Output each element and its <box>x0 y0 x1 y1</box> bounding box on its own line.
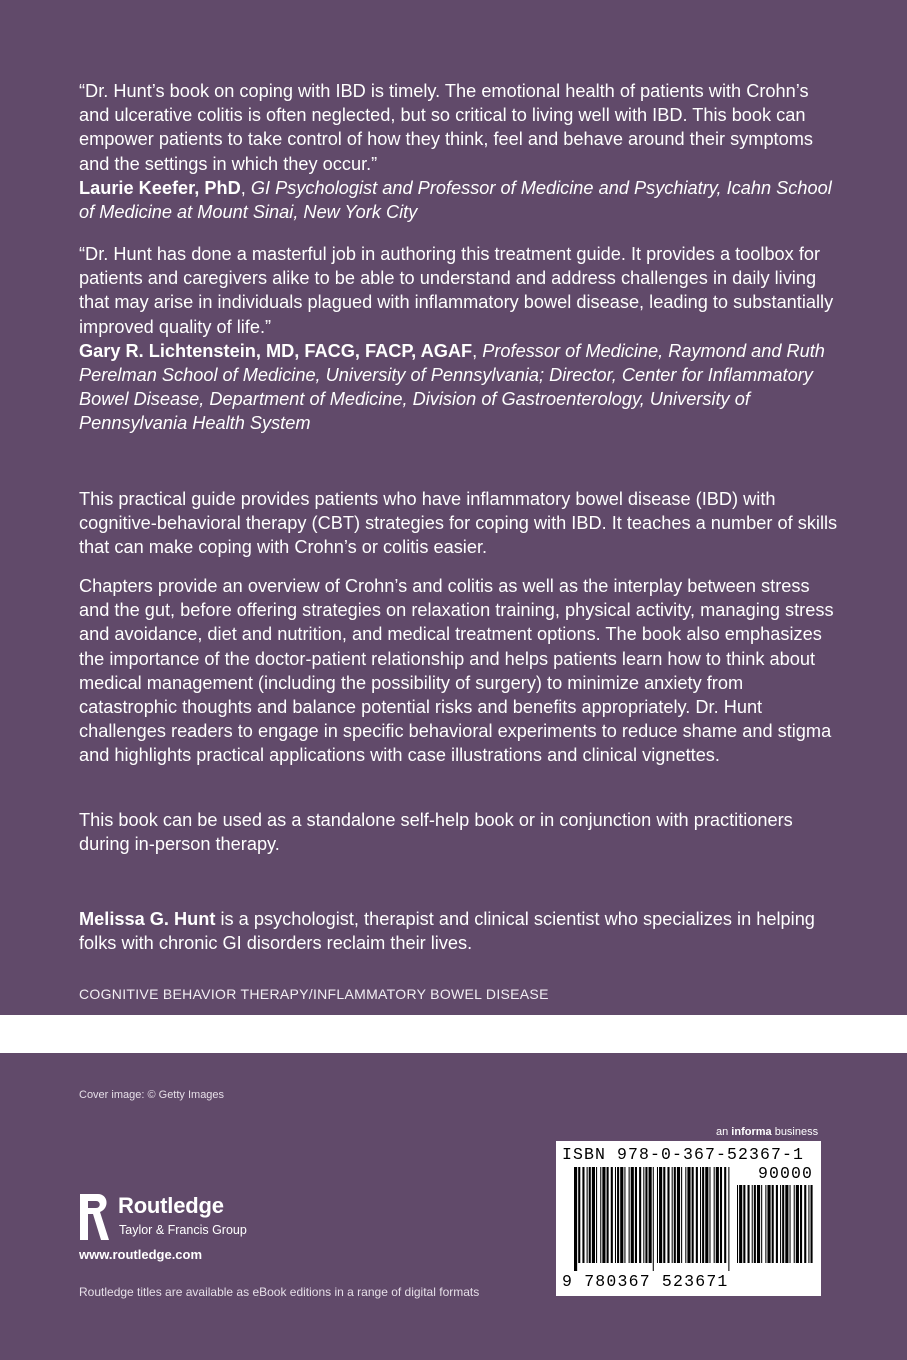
addon-barcode-bars <box>737 1185 815 1271</box>
publisher-name: Routledge <box>118 1193 224 1218</box>
isbn-number: ISBN 978-0-367-52367-1 <box>562 1145 805 1164</box>
endorsement-2 <box>79 242 839 436</box>
divider-band <box>0 1015 907 1053</box>
endorser-name: Gary R. Lichtenstein, MD, FACG, FACP, AGAF <box>79 340 473 361</box>
description-paragraph-1 <box>79 487 839 560</box>
ean-number: 9 780367 523671 <box>562 1272 729 1291</box>
description-text: This practical guide provides patients who have inflammatory bowel disease (IBD) with cognitive-behavioral therapy (CBT) strategies for coping with IBD. It teaches a number of skills that can make coping with Crohn’s or colitis easier. <box>79 489 838 558</box>
endorsement-attribution: Laurie Keefer, PhD, GI Psychologist and Professor of Medicine and Psychiatry, Icahn School of Medicine at Mount Sinai, New York City <box>79 177 832 223</box>
informa-suffix: business <box>771 1126 819 1138</box>
cover-image-credit: Cover image: © Getty Images <box>79 1089 225 1101</box>
endorsement-attribution: Gary R. Lichtenstein, MD, FACG, FACP, AGAF, Professor of Medicine, Raymond and Ruth Perelman School of Medicine, University of Pennsylvania; Director, Center for Inflammatory Bowel Disease, Department of Medicine, Division of Gastroenterology, University of Pennsylvania Health System <box>79 340 825 434</box>
endorsement-quote: “Dr. Hunt’s book on coping with IBD is timely. The emotional health of patients with Crohn’s and ulcerative colitis is often neglected, but so critical to living well with IBD. This book can empower patients to take control of how they think, feel and behave around their symptoms and the settings in which they occur.” <box>79 81 813 174</box>
ebook-note: Routledge titles are available as eBook editions in a range of digital formats <box>79 1285 480 1299</box>
ean-barcode-bars <box>574 1167 732 1271</box>
author-bio-text: is a psychologist, therapist and clinical scientist who specializes in helping folks with chronic GI disorders reclaim their lives. <box>79 909 815 954</box>
endorser-title: GI Psychologist and Professor of Medicine and Psychiatry, Icahn School of Medicine at Mount Sinai, New York City <box>79 177 832 223</box>
author-bio <box>79 907 839 955</box>
endorser-title: Professor of Medicine, Raymond and Ruth Perelman School of Medicine, University of Pennsylvania; Director, Center for Inflammatory Bowel Disease, Department of Medicine, Division of Gastroenterology, University of Pennsylvania Health System <box>79 340 825 434</box>
endorsement-1 <box>79 79 839 224</box>
informa-business-label <box>716 1126 818 1138</box>
informa-brand: informa <box>731 1126 772 1138</box>
description-text: Chapters provide an overview of Crohn’s and colitis as well as the interplay between stress and the gut, before offering strategies on relaxation training, physical activity, managing stress and avoidance, diet and nutrition, and medical treatment options. The book also emphasizes the importance of the doctor-patient relationship and helps patients learn how to think about medical management (including the possibility of surgery) to minimize anxiety from catastrophic thoughts and balance potential risks and benefits appropriately. Dr. Hunt challenges readers to engage in specific behavioral experiments to reduce shame and stigma and highlights practical applications with case illustrations and clinical vignettes. <box>79 576 834 766</box>
isbn-barcode <box>556 1141 821 1296</box>
publisher-website: www.routledge.com <box>79 1247 203 1262</box>
endorser-name: Laurie Keefer, PhD <box>79 177 241 198</box>
endorsement-quote: “Dr. Hunt has done a masterful job in authoring this treatment guide. It provides a toolbox for patients and caregivers alike to be able to understand and address challenges in daily living that may arise in individuals plagued with inflammatory bowel disease, leading to substantially improved quality of life.” <box>79 244 834 337</box>
description-paragraph-3 <box>79 808 839 856</box>
author-name: Melissa G. Hunt <box>79 909 216 929</box>
description-text: This book can be used as a standalone self-help book or in conjunction with practitioners during in-person therapy. <box>79 810 793 855</box>
subject-category: COGNITIVE BEHAVIOR THERAPY/INFLAMMATORY BOWEL DISEASE <box>79 986 549 1002</box>
routledge-r-icon <box>78 1192 112 1242</box>
informa-prefix: an <box>716 1126 732 1138</box>
publisher-group: Taylor & Francis Group <box>119 1223 247 1237</box>
description-paragraph-2 <box>79 574 839 768</box>
price-code: 90000 <box>757 1164 813 1183</box>
